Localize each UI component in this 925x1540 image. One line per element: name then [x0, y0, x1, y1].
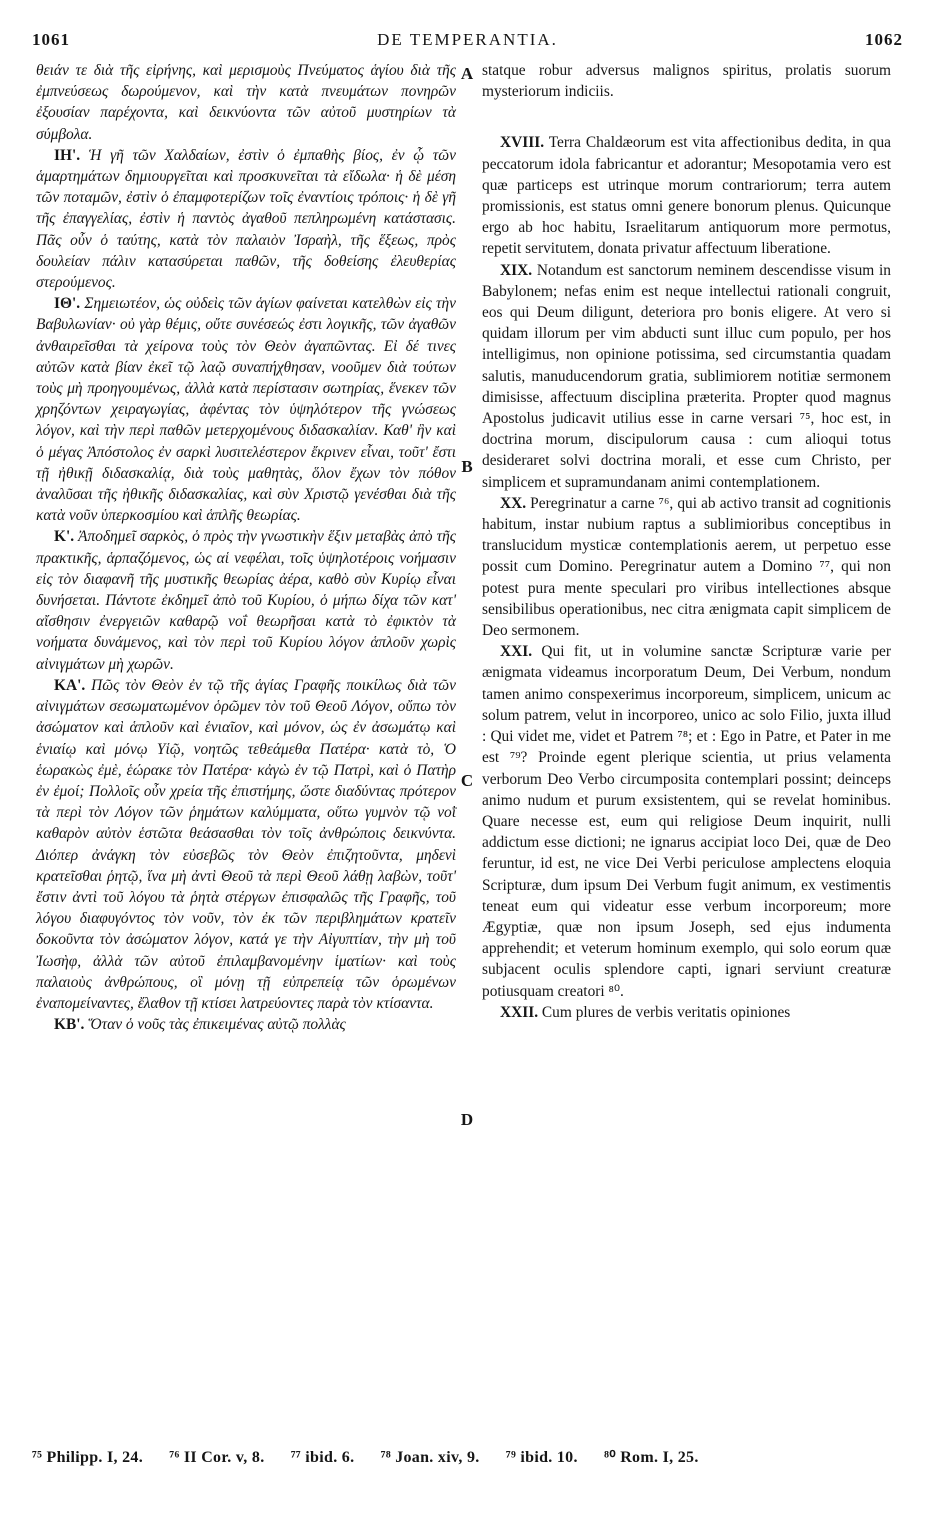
right-page-number: 1062 [865, 30, 903, 49]
paragraph-text: Notandum est sanctorum neminem descendisse visum in Babylonem; nefas enim est neque intellectui rationali congruit, eos qui Deum diligunt, deteriora pro bonis eligere. At vero si quidam illorum per vim abducti sunt illuc cum populo, per hos intelligimus, non opinione potissima, sed circumstantia quadam salutis, manuducendorum gratia, sublimiorem notitiæ sermonem dimisisse, affectuum disciplina præterita. Propter quod magnus Apostolus judicavit utilius esse in carne versari ⁷⁵, hoc est, in doctrina morum, discipulorum causa : cum alioqui totus desideraret solvi doctrina morali, et esse cum Christo, per simplicem et supramundanam animi contemplationem. [482, 261, 891, 491]
greek-column [36, 60, 456, 1035]
latin-paragraph [482, 1002, 891, 1023]
paragraph-number: ΚΑ'. [54, 676, 86, 694]
margin-marker-a: A [460, 64, 474, 83]
footnote: ⁷⁷ ibid. 6. [290, 1449, 355, 1466]
footnote: ⁷⁶ II Cor. v, 8. [169, 1449, 265, 1466]
paragraph-text: Σημειωτέον, ὡς οὐδεὶς τῶν ἁγίων φαίνεται κατελθὼν εἰς τὴν Βαβυλωνίαν· οὐ γὰρ θέμις, οὔτε συνέσεώς ἐστι λογικῆς, τῶν ἀγαθῶν ἀνθαιρεῖσθαι τὰ χείρονα τοὺς τὸν Θεὸν ἀγαπῶντας. Εἰ δέ τινες αὐτῶν κατὰ βίαν ἐκεῖ τῷ λαῷ συναπήχθησαν, νοοῦμεν διὰ τούτων τοὺς μὴ προηγουμένως, ἀλλὰ κατὰ περίστασιν σωτηρίας, ἕνεκεν τῶν χρηζόντων χειραγωγίας, ἀφέντας τὸν ὑψηλότερον τῆς γνώσεως λόγον, καὶ τὴν περὶ παθῶν μετερχομένους διδασκαλίαν. Καθ' ἣν καὶ ὁ μέγας Ἀπόστολος ἐν σαρκὶ λυσιτελέστερον ἔκρινεν εἶναι, τοῦτ' ἔστι τῇ ἠθικῇ διδασκαλίᾳ, διὰ τοὺς μαθητὰς, ὅλον ἔχων τὸν πόθον ἀναλῦσαι τῆς ἠθικῆς διδασκαλίας, καὶ σὺν Χριστῷ γενέσθαι διὰ τῆς κατὰ νοῦν ὑπερκοσμίου καὶ ἁπλῆς θεωρίας. [36, 295, 456, 525]
paragraph-number: ΙΘ'. [54, 295, 81, 313]
margin-marker-c: C [460, 771, 474, 790]
greek-paragraph [36, 293, 456, 526]
greek-paragraph [36, 1014, 456, 1035]
greek-paragraph [36, 145, 456, 293]
paragraph-number: XX. [500, 494, 527, 512]
paragraph-text: Πῶς τὸν Θεὸν ἐν τῷ τῆς ἁγίας Γραφῆς ποικίλως διὰ τῶν αἰνιγμάτων σεσωματωμένον ὁρῶμεν τὸν τοῦ Θεοῦ Λόγον, οὔπω τὸν ἀσώματον καὶ ἁπλοῦν καὶ ἑνιαῖον, καὶ μόνον, ὡς ἐν ἀσωμάτῳ καὶ ἑνιαίῳ καὶ μόνῳ Υἱῷ, νοητῶς τεθεάμεθα Πατέρα· κατὰ τὸ, Ὁ ἑωρακὼς ἐμὲ, ἑώρακε τὸν Πατέρα· κἀγὼ ἐν τῷ Πατρὶ, καὶ ὁ Πατὴρ ἐν ἐμοί; Πολλοῖς οὖν χρεία τῆς ἐπιστήμης, ὥστε διαδύντας πρότερον τὰ περὶ τὸν Λόγον τῶν ῥημάτων καλύμματα, οὕτω γυμνὸν τῷ νοῒ καθαρὸν αὐτὸν ἑστῶτα θεάσασθαι τὸν τοῖς ἀνθρώποις δεικνύντα. Διόπερ ἀνάγκη τὸν εὐσεβῶς τὸν Θεὸν ἐπιζητοῦντα, μηδενὶ κρατεῖσθαι ῥητῷ, ἵνα μὴ ἀντὶ Θεοῦ τὰ περὶ Θεοῦ λάθῃ λαβὼν, τοῦτ' ἔστιν ἀντὶ τοῦ λόγου τὰ ῥητὰ στέργων ἐπισφαλῶς τῆς Γραφῆς, τοῦ λόγου διαφυγόντος τὸν νοῦν, τὸν ἐκ τῶν περιβλημάτων κρατεῖν δοκοῦντα τὸν ἀσώματον λόγον, κατά γε τὴν Αἰγυπτίαν, τὴν μὴ τοῦ Ἰωσὴφ, ἀλλὰ τῶν αὐτοῦ ἐπιλαμβανομένην ἱματίων· καὶ τοὺς παλαιοὺς ἀνθρώπους, οἳ μόνῃ τῇ εὐπρεπείᾳ τῶν ὁρωμένων ἐναπομείναντες, ἔλαθον τῇ κτίσει λατρεύοντες παρὰ τὸν κτίσαντα. [36, 676, 456, 1012]
paragraph-text: Terra Chaldæorum est vita affectionibus dedita, in qua peccatorum idola fabricantur et adorantur; Mesopotamia vero est quæ particeps est utrinque morum contrariorum; terra autem promissionis, est status omni genere bonorum plenus. Quicunque ergo ab hoc habitu, Israelitarum antiquorum more permotus, repetit servitutem, donata privatur affectuum liberatione. [482, 134, 891, 258]
latin-paragraph [482, 641, 891, 1001]
paragraph-text: Qui fit, ut in volumine sanctæ Scripturæ varie per ænigmata videamus incorporatum Deum, Dei Verbum, nondum tamen animo conspexerimus incorporeum, simplicem, unicum ac solum patrem, velut in incorporeo, unico ac solo Filio, juxta illud : Qui videt me, videt et Patrem ⁷⁸; et : Ego in Patre, et Pater in me est ⁷⁹? Proinde egent plerique scientia, ut prius velamenta verborum Deo Verbo circumposita contemplari possint; deinceps animo nudum et purum exsistentem, qui se revelat hominibus. Quare necesse est, eum qui religiose Deum inquirit, nulli addictum esse dictioni; ne ignarus accipiat loco Dei, quæ de Deo feruntur, id est, ne vice Dei Verbi periculose amplectens eloquia Scripturæ, dum ipsum Dei Verbum fugit animum, ex vestimentis teneat eum qui videatur esse verbum incorporeum; more Ægyptiæ, quæ non ipsum Joseph, sed ejus indumenta apprehendit; et veterum hominum exemplo, qui solo eorum quæ subjacent oculis splendore capti, ignari serviunt creaturæ potiusquam creatori ⁸⁰. [482, 643, 891, 1000]
margin-marker-b: B [461, 457, 473, 476]
paragraph-text: Cum plures de verbis veritatis opiniones [541, 1003, 791, 1021]
latin-paragraph [482, 493, 891, 641]
greek-paragraph [36, 526, 456, 674]
greek-paragraph [36, 675, 456, 1014]
paragraph-number: XXII. [500, 1003, 539, 1021]
footnotes [32, 1447, 903, 1473]
paragraph-number: XXI. [500, 643, 533, 661]
margin-marker-d: D [460, 1110, 474, 1129]
paragraph-number: ΙΗ'. [54, 146, 81, 164]
running-title: DE TEMPERANTIA. [377, 30, 558, 49]
footnote: ⁷⁵ Philipp. I, 24. [32, 1449, 144, 1466]
footnote: ⁸⁰ Rom. I, 25. [604, 1449, 699, 1466]
paragraph-text: Peregrinatur a carne ⁷⁶, qui ab activo transit ad cognitionis habitum, instar nubium raptus a sublimioribus conceptibus in translucidum mysticæ contemplationis aerem, ut perpetuo esse possit cum Domino. Peregrinatur autem a Domino ⁷⁷, qui non potest pura mente speculari pro viribus intellectiones absque sensibilibus operationibus, nec citra ænigmata capit simplicem de Deo sermonem. [482, 494, 891, 640]
paragraph-number: Κ'. [54, 528, 75, 546]
paragraph-number: XVIII. [500, 134, 545, 152]
footnote: ⁷⁹ ibid. 10. [505, 1449, 578, 1466]
left-page-number: 1061 [32, 30, 70, 49]
paragraph-text: Ἀποδημεῖ σαρκὸς, ὁ πρὸς τὴν γνωστικὴν ἕξιν μεταβὰς ἀπὸ τῆς πρακτικῆς, ἁρπαζόμενος, ὡς αἱ νεφέλαι, τοῖς ὑψηλοτέροις νοήμασιν εἰς τὸν διαφανῆ τῆς μυστικῆς θεωρίας ἀέρα, καθὸ σὺν Κυρίῳ εἶναι δυνήσεται. Πάντοτε ἐκδημεῖ ἀπὸ τοῦ Κυρίου, ὁ μήπω δίχα τῶν κατ' αἴσθησιν ἐνεργειῶν καθαρῷ νοΐ θεωρῆσαι κατὰ τὸ ἐφικτὸν τὰ νοήματα δυνάμενος, καὶ τὸν περὶ τοῦ Κυρίου λόγον ἁπλοῦν χωρὶς αἰνιγμάτων μὴ χωρῶν. [36, 528, 456, 673]
paragraph-number: XIX. [500, 261, 533, 279]
paragraph-number: ΚΒ'. [54, 1016, 85, 1034]
page-header [32, 30, 903, 56]
paragraph-text: θειάν τε διὰ τῆς εἰρήνης, καὶ μερισμοὺς Πνεύματος ἁγίου διὰ τῆς ἐμπνεύσεως δωρούμενον, καὶ τὴν κατὰ πνευμάτων πονηρῶν ἐξουσίαν παρέχοντα, καὶ δεικνύοντα τῶν αὐτοῦ μυστηρίων τὰ σύμβολα. [36, 62, 456, 143]
paragraph-text: Ἡ γῆ τῶν Χαλδαίων, ἐστὶν ὁ ἐμπαθὴς βίος, ἐν ᾧ τῶν ἁμαρτημάτων δημιουργεῖται καὶ προσκυνεῖται τὰ εἴδωλα· ἡ δὲ μέση τῶν ποταμῶν, ἐστὶν ὁ ἐπαμφοτερίζων τοῖς ἐναντίοις τρόποις· ἡ δὲ γῆ τῆς ἐπαγγελίας, ἐστὶν ἡ παντὸς ἀγαθοῦ πεπληρωμένη κατάστασις. Πᾶς οὖν ὁ ταύτης, κατὰ τὸν παλαιὸν Ἰσραὴλ, τῆς ἕξεως, πρὸς δουλείαν πάλιν κατασύρεται παθῶν, τῆς δοθείσης ἐλευθερίας στερούμενος. [36, 146, 456, 292]
greek-paragraph [36, 60, 456, 145]
latin-paragraph [482, 132, 891, 259]
footnote: ⁷⁸ Joan. xiv, 9. [380, 1449, 480, 1466]
latin-paragraph [482, 260, 891, 493]
paragraph-text: Ὅταν ὁ νοῦς τὰς ἐπικειμένας αὐτῷ πολλὰς [88, 1016, 346, 1034]
latin-column [482, 60, 891, 1023]
paragraph-text: statque robur adversus malignos spiritus, prolatis suorum mysteriorum indiciis. [482, 62, 891, 101]
latin-paragraph [482, 60, 891, 102]
